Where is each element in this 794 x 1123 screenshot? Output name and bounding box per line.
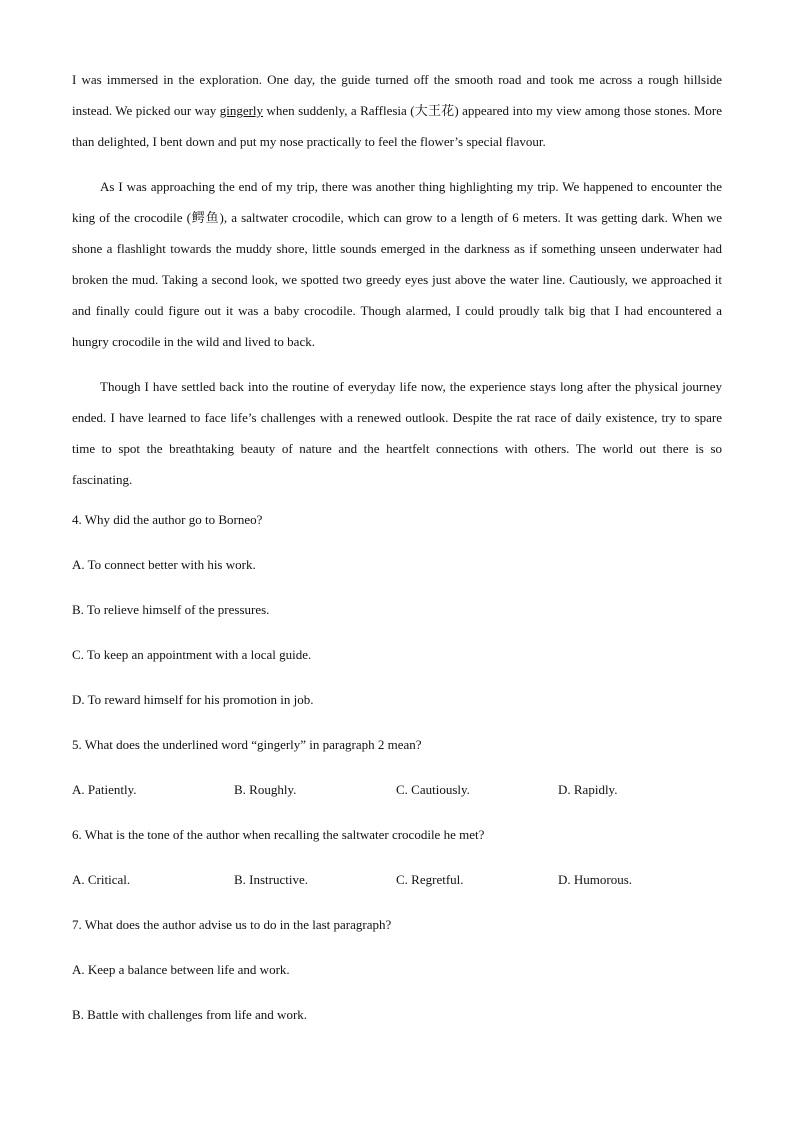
passage-paragraph-3: Though I have settled back into the routine of everyday life now, the experience stays long after the physical journey ended. I have learned to face life’s challenges with a renewed outlook. Despite the rat race of daily existence, try to spare time to spot the breathtaking beauty of nature and the heartfelt connections with others. The world out there is so fascinating. bbox=[72, 379, 722, 487]
paragraph-1-text-start: I was immersed in the exploration. One day, the guide turned off the smooth road and took me across a rough hillside instead. We picked our way bbox=[72, 72, 722, 118]
question-7-stem: 7. What does the author advise us to do in the last paragraph? bbox=[72, 917, 392, 932]
question-5-option-c: C. Cautiously. bbox=[396, 782, 470, 797]
passage-paragraph-2: As I was approaching the end of my trip, there was another thing highlighting my trip. We happened to encounter the king of the crocodile (鳄鱼), a saltwater crocodile, which can grow to a length of 6 meters. It was getting dark. When we shone a flashlight towards the muddy shore, little sounds emerged in the darkness as if something unseen underwater had broken the mud. Taking a second look, we spotted two greedy eyes just above the water line. Cautiously, we approached it and finally could figure out it was a baby crocodile. Though alarmed, I could proudly talk big that I had encountered a hungry crocodile in the wild and lived to back. bbox=[72, 179, 722, 349]
question-4 bbox=[72, 509, 722, 734]
question-5 bbox=[72, 734, 722, 824]
paragraph-1-text-end: when suddenly, a Rafflesia (大王花) appeared into my view among those stones. More than delighted, I bent down and put my nose practically to feel the flower’s special flavour. bbox=[72, 103, 722, 149]
question-6-option-a: A. Critical. bbox=[72, 872, 131, 887]
question-5-option-d: D. Rapidly. bbox=[558, 782, 618, 797]
question-5-option-b: B. Roughly. bbox=[234, 782, 297, 797]
question-4-option-b: B. To relieve himself of the pressures. bbox=[72, 602, 270, 617]
question-6-option-c: C. Regretful. bbox=[396, 872, 464, 887]
question-6-option-d: D. Humorous. bbox=[558, 872, 633, 887]
question-7 bbox=[72, 914, 722, 1049]
question-5-stem: 5. What does the underlined word “gingerly” in paragraph 2 mean? bbox=[72, 737, 422, 752]
question-6-options bbox=[72, 869, 722, 914]
underlined-word-gingerly: gingerly bbox=[219, 103, 264, 118]
question-4-option-d: D. To reward himself for his promotion in job. bbox=[72, 692, 314, 707]
question-4-option-c: C. To keep an appointment with a local guide. bbox=[72, 647, 312, 662]
passage-paragraph-1 bbox=[72, 64, 722, 157]
question-5-option-a: A. Patiently. bbox=[72, 782, 137, 797]
question-6-option-b: B. Instructive. bbox=[234, 872, 309, 887]
question-4-option-a: A. To connect better with his work. bbox=[72, 557, 256, 572]
question-6 bbox=[72, 824, 722, 914]
document-page bbox=[72, 64, 722, 1049]
question-4-stem: 4. Why did the author go to Borneo? bbox=[72, 512, 263, 527]
question-7-option-b: B. Battle with challenges from life and work. bbox=[72, 1007, 308, 1022]
question-5-options bbox=[72, 779, 722, 824]
question-6-stem: 6. What is the tone of the author when recalling the saltwater crocodile he met? bbox=[72, 827, 485, 842]
question-7-option-a: A. Keep a balance between life and work. bbox=[72, 962, 290, 977]
